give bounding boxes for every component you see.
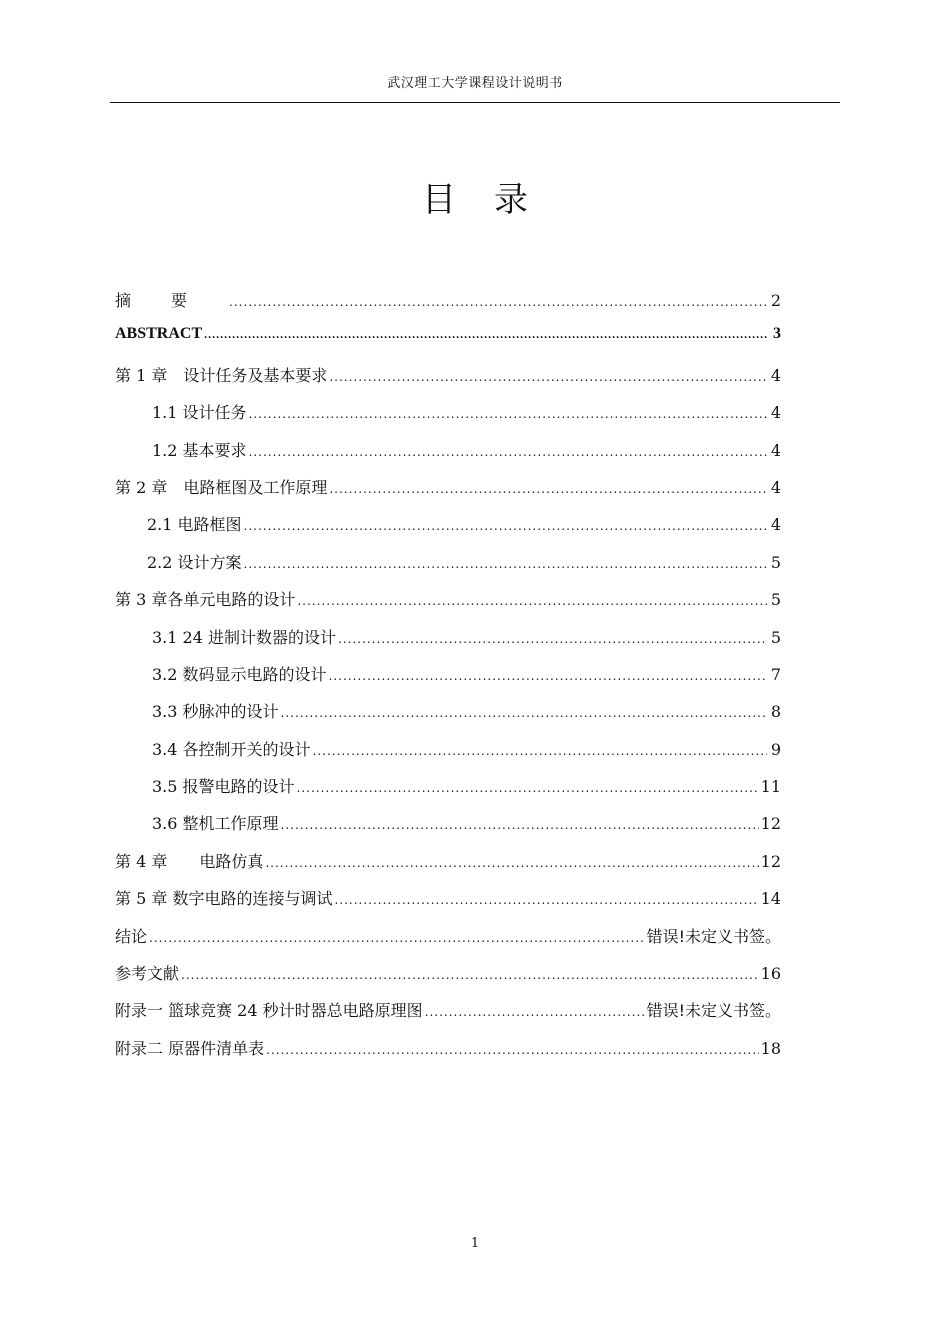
dot-leader: [265, 856, 758, 870]
dot-leader: [329, 370, 767, 384]
toc-entry-section-2-1[interactable]: [115, 512, 781, 549]
toc-entry-label: 2.1 电路框图: [147, 515, 242, 535]
toc-entry-page: 2: [770, 291, 781, 310]
toc-entry-abstract-en[interactable]: [115, 325, 781, 362]
toc-entry-chapter-2[interactable]: [115, 475, 781, 512]
dot-leader: [313, 744, 767, 758]
toc-entry-chapter-5[interactable]: [115, 886, 781, 923]
toc-entry-label: 3.1 24 进制计数器的设计: [152, 627, 336, 647]
toc-entry-page: 14: [760, 889, 781, 909]
toc-entry-chapter-3[interactable]: [115, 587, 781, 624]
dot-leader: [229, 295, 767, 309]
dot-leader: [281, 818, 759, 832]
dot-leader: [338, 632, 767, 646]
dot-leader: [266, 1043, 759, 1057]
toc-entry-page: 4: [770, 515, 781, 535]
toc-entry-page: 7: [770, 664, 781, 684]
toc-entry-section-3-1[interactable]: [115, 625, 781, 662]
toc-entry-section-2-2[interactable]: [115, 550, 781, 587]
dot-leader: [425, 1005, 645, 1019]
dot-leader: [329, 669, 767, 683]
toc-entry-page: 3: [773, 325, 781, 343]
table-of-contents: [115, 288, 781, 1073]
toc-entry-section-1-1[interactable]: [115, 400, 781, 437]
toc-entry-label: 第 2 章 电路框图及工作原理: [115, 477, 328, 497]
dot-leader: [244, 557, 767, 571]
dot-leader: [181, 968, 759, 982]
toc-entry-label: 3.6 整机工作原理: [152, 814, 279, 834]
dot-leader: [334, 893, 758, 907]
toc-entry-section-1-2[interactable]: [115, 438, 781, 475]
dot-leader: [204, 327, 767, 342]
toc-entry-page: 8: [770, 702, 781, 722]
dot-leader: [297, 594, 767, 608]
toc-entry-conclusion[interactable]: [115, 924, 781, 961]
toc-entry-appendix-1[interactable]: [115, 998, 781, 1035]
toc-entry-label: 参考文献: [115, 964, 180, 984]
toc-entry-section-3-3[interactable]: [115, 699, 781, 736]
toc-entry-label: 第 5 章 数字电路的连接与调试: [115, 889, 333, 909]
toc-entry-page: 16: [760, 964, 781, 984]
page-title: 目录: [422, 180, 566, 220]
toc-entry-page: 5: [770, 590, 781, 610]
toc-entry-label: 3.3 秒脉冲的设计: [152, 702, 279, 722]
toc-entry-label: 1.1 设计任务: [152, 403, 247, 423]
dot-leader: [249, 407, 767, 421]
toc-entry-page: 11: [760, 777, 781, 797]
running-header: 武汉理工大学课程设计说明书: [387, 76, 563, 91]
header-divider: [110, 102, 840, 103]
toc-entry-page: 错误!未定义书签。: [646, 1001, 781, 1021]
toc-entry-page: 4: [770, 477, 781, 497]
toc-entry-page: 5: [770, 627, 781, 647]
dot-leader: [244, 519, 767, 533]
toc-entry-label: 第 4 章 电路仿真: [115, 851, 264, 871]
toc-entry-appendix-2[interactable]: [115, 1036, 781, 1073]
toc-entry-label: 摘要: [115, 291, 228, 310]
toc-entry-chapter-1[interactable]: [115, 363, 781, 400]
dot-leader: [249, 445, 767, 459]
toc-entry-section-3-2[interactable]: [115, 662, 781, 699]
toc-entry-label: 第 3 章各单元电路的设计: [115, 590, 296, 610]
toc-entry-label: 附录二 原器件清单表: [115, 1038, 265, 1058]
toc-entry-label: ABSTRACT: [115, 325, 203, 343]
toc-entry-page: 5: [770, 552, 781, 572]
toc-entry-page: 12: [760, 851, 781, 871]
toc-entry-label: 结论: [115, 926, 148, 946]
toc-entry-page: 4: [770, 440, 781, 460]
toc-entry-abstract-cn[interactable]: [115, 288, 781, 325]
toc-entry-page: 错误!未定义书签。: [646, 926, 781, 946]
page-number: 1: [470, 1236, 480, 1251]
toc-entry-page: 9: [770, 739, 781, 759]
toc-entry-label: 第 1 章 设计任务及基本要求: [115, 365, 328, 385]
toc-entry-section-3-4[interactable]: [115, 737, 781, 774]
dot-leader: [281, 706, 767, 720]
dot-leader: [297, 781, 759, 795]
toc-entry-chapter-4[interactable]: [115, 849, 781, 886]
toc-entry-section-3-5[interactable]: [115, 774, 781, 811]
toc-entry-page: 18: [760, 1038, 781, 1058]
toc-entry-label: 附录一 篮球竞赛 24 秒计时器总电路原理图: [115, 1001, 423, 1021]
toc-entry-section-3-6[interactable]: [115, 811, 781, 848]
toc-entry-page: 12: [760, 814, 781, 834]
toc-entry-label: 3.2 数码显示电路的设计: [152, 664, 327, 684]
dot-leader: [329, 482, 767, 496]
toc-entry-label: 2.2 设计方案: [147, 552, 242, 572]
toc-entry-page: 4: [770, 403, 781, 423]
dot-leader: [149, 931, 645, 945]
toc-entry-references[interactable]: [115, 961, 781, 998]
toc-entry-label: 3.5 报警电路的设计: [152, 777, 295, 797]
toc-entry-label: 1.2 基本要求: [152, 440, 247, 460]
toc-entry-label: 3.4 各控制开关的设计: [152, 739, 311, 759]
toc-entry-page: 4: [770, 365, 781, 385]
